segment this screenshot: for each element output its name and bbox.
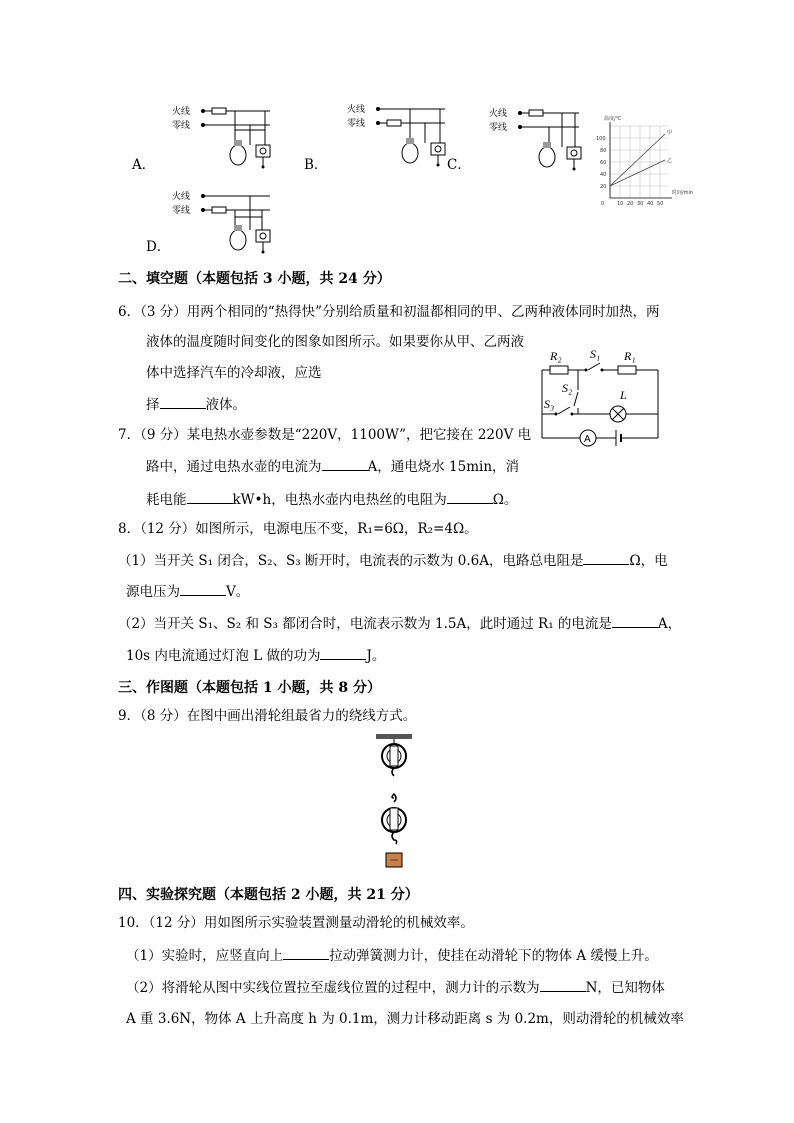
neutral-wire-label: 零线 [347,119,366,129]
q6-line-4 [146,395,246,414]
resistor-r2 [550,366,568,374]
q8-line-5 [126,646,385,665]
option-c-label: C． [447,157,471,173]
q6-line-3: 体中选择汽车的冷却液，应选 [146,365,322,381]
ceiling-mount [376,734,412,739]
series-jia-label: 甲 [667,130,673,136]
q10-line-1: 10．（12 分）用如图所示实验装置测量动滑轮的机械效率。 [118,915,474,931]
graph-ylabel: 温度/℃ [604,116,622,122]
option-b-label: B． [304,157,328,173]
series-yi-label: 乙 [667,158,673,164]
live-wire-label: 火线 [489,109,508,119]
xtick: 30 [637,201,644,207]
pulley-system-diagram [370,734,420,874]
q8-work-blank[interactable] [320,646,366,660]
q8-text: A， [657,616,682,632]
ytick: 100 [596,136,606,142]
resistor-r1 [618,366,636,374]
q7-text: A，通电烧水 15min，消 [367,459,520,475]
label-lamp: L [620,388,627,402]
ytick: 80 [600,148,607,154]
label-r2: R₂ [550,349,562,363]
q7-resistance-blank[interactable] [447,490,493,504]
wiring-diagram-d [170,185,280,260]
section-4-title: 四、实验探究题（本题包括 2 小题，共 21 分） [118,887,419,903]
label-s2: S₂ [562,381,573,395]
q7-text: kW•h，电热水壶内电热丝的电阻为 [232,492,447,508]
q6-line-2: 液体的温度随时间变化的图象如图所示。如果要你从甲、乙两液 [146,334,524,350]
label-r1: R₁ [624,349,636,363]
wiring-diagram-b [345,98,455,173]
q10-text: 拉动弹簧测力计，使挂在动滑轮下的物体 A 缓慢上升。 [329,948,658,964]
q6-text: 液体。 [205,397,246,413]
q7-current-blank[interactable] [322,457,368,471]
graph-grid [610,126,668,198]
q6-answer-blank[interactable] [160,395,206,409]
xtick: 20 [627,201,634,207]
graph-xlabel: 时间/min [672,190,694,196]
label-s1: S₁ [590,347,601,361]
q10-text: N，已知物体 [585,980,665,996]
q10-motion-blank[interactable] [283,946,329,960]
q10-force-blank[interactable] [540,978,586,992]
q7-text: 路中，通过电热水壶的电流为 [146,459,322,475]
wiring-diagram-c [487,102,587,177]
q9-line-1: 9．（8 分）在图中画出滑轮组最省力的绕线方式。 [118,708,417,724]
q8-text: （2）当开关 S₁、S₂ 和 S₃ 都闭合时，电流表示数为 1.5A，此时通过 R₁ 的电流是 [118,616,612,632]
ytick: 60 [600,160,607,166]
switch-s3 [558,407,570,414]
xtick: 10 [617,201,624,207]
q8-text: 源电压为 [126,584,180,600]
switch-s2 [574,392,578,406]
wiring-diagram-a [170,100,280,175]
neutral-wire-label: 零线 [172,206,191,216]
q7-text: 耗电能 [146,492,187,508]
switch-s1 [588,363,600,370]
xtick: 40 [647,201,654,207]
ytick: 40 [600,172,607,178]
q7-line-1: 7．（9 分）某电热水壶参数是“220V，1100W”，把它接在 220V 电 [118,427,532,443]
q10-line-4: A 重 3.6N，物体 A 上升高度 h 为 0.1m，测力计移动距离 s 为 0.2m，则动滑轮的机械效率 [126,1011,684,1027]
q8-line-2 [118,551,668,570]
q8-text: 10s 内电流通过灯泡 L 做的功为 [126,648,321,664]
live-wire-label: 火线 [347,105,366,115]
neutral-wire-label: 零线 [489,123,508,133]
q7-line-2 [146,457,519,476]
series-jia-line [610,134,665,186]
ammeter-label: A [584,434,591,445]
q10-line-2 [126,946,658,965]
neutral-wire-label: 零线 [172,121,191,131]
q7-text: Ω。 [492,492,518,508]
live-wire-label: 火线 [172,107,191,117]
q8-voltage-blank[interactable] [180,582,226,596]
q8-line-4 [118,614,681,633]
q8-text: J。 [366,648,386,664]
q8-text: （1）当开关 S₁ 闭合，S₂、S₃ 断开时，电流表的示数为 0.6A，电路总电阻是 [118,553,584,569]
q6-text: 择 [146,397,160,413]
label-s3: S₃ [544,397,555,411]
q8-line-3 [126,582,249,601]
ytick: 20 [600,184,607,190]
xtick: 0 [601,201,605,207]
q10-line-3 [126,978,665,997]
section-2-title: 二、填空题（本题包括 3 小题，共 24 分） [118,271,391,287]
series-yi-line [610,160,665,186]
xtick: 50 [657,201,664,207]
q6-line-1: 6．（3 分）用两个相同的“热得快”分别给质量和初温都相同的甲、乙两种液体同时加热，两 [118,304,660,320]
section-3-title: 三、作图题（本题包括 1 小题，共 8 分） [118,680,381,696]
option-a-label: A． [132,157,156,173]
q8-line-1: 8．（12 分）如图所示，电源电压不变，R₁=6Ω，R₂=4Ω。 [118,521,478,537]
live-wire-label: 火线 [172,192,191,202]
q10-text: （1）实验时，应竖直向上 [126,948,284,964]
option-d-label: D． [146,239,171,255]
q8-text: V。 [226,584,250,600]
q8-r1-current-blank[interactable] [612,614,658,628]
q10-text: （2）将滑轮从图中实线位置拉至虚线位置的过程中，测力计的示数为 [126,980,540,996]
q7-line-3 [146,490,517,509]
circuit-diagram [528,344,666,456]
q8-text: Ω，电 [629,553,668,569]
q8-total-resistance-blank[interactable] [583,551,629,565]
q7-energy-blank[interactable] [187,490,233,504]
temperature-time-graph [592,112,702,208]
